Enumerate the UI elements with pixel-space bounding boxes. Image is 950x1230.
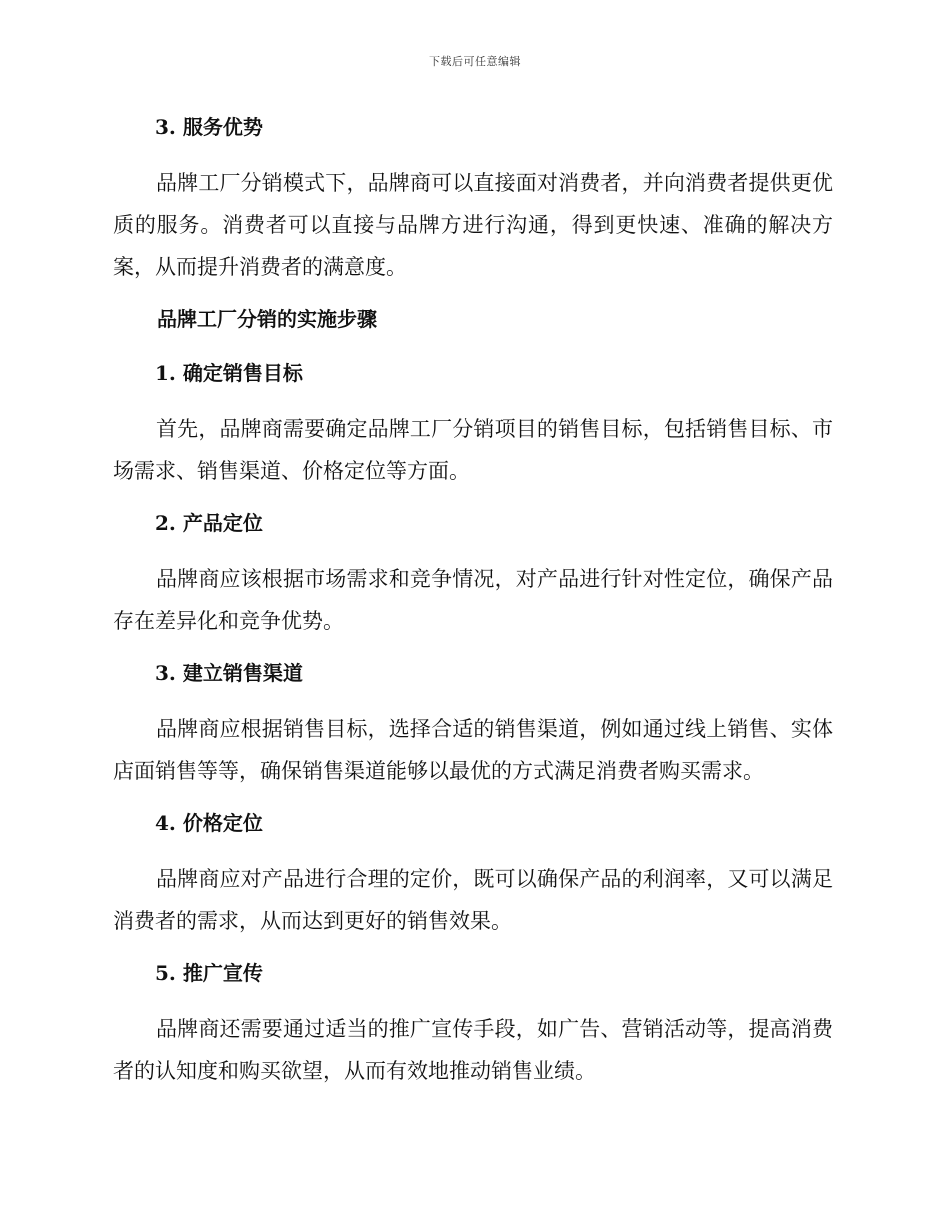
paragraph-step-1: 首先，品牌商需要确定品牌工厂分销项目的销售目标，包括销售目标、市场需求、销售渠道、价格定位等方面。 — [113, 417, 833, 483]
heading-service-advantage: 3. 服务优势 — [155, 115, 263, 139]
paragraph-step-5: 品牌商还需要通过适当的推广宣传手段，如广告、营销活动等，提高消费者的认知度和购买欲望，从而有效地推动销售业绩。 — [113, 1017, 833, 1083]
heading-implementation-steps: 品牌工厂分销的实施步骤 — [157, 307, 377, 331]
paragraph-step-4: 品牌商应对产品进行合理的定价，既可以确保产品的利润率，又可以满足消费者的需求，从而达到更好的销售效果。 — [113, 867, 833, 933]
heading-step-1: 1. 确定销售目标 — [155, 361, 303, 385]
heading-step-2: 2. 产品定位 — [155, 511, 263, 535]
page-header: 下载后可任意编辑 — [429, 55, 521, 68]
heading-step-4: 4. 价格定位 — [155, 811, 263, 835]
document-body — [113, 108, 833, 1104]
paragraph-step-2: 品牌商应该根据市场需求和竞争情况，对产品进行针对性定位，确保产品存在差异化和竞争优势。 — [113, 567, 833, 633]
paragraph-service-advantage: 品牌工厂分销模式下，品牌商可以直接面对消费者，并向消费者提供更优质的服务。消费者可以直接与品牌方进行沟通，得到更快速、准确的解决方案，从而提升消费者的满意度。 — [113, 171, 833, 279]
heading-step-3: 3. 建立销售渠道 — [155, 661, 303, 685]
heading-step-5: 5. 推广宣传 — [155, 961, 263, 985]
paragraph-step-3: 品牌商应根据销售目标，选择合适的销售渠道，例如通过线上销售、实体店面销售等等，确保销售渠道能够以最优的方式满足消费者购买需求。 — [113, 717, 833, 783]
